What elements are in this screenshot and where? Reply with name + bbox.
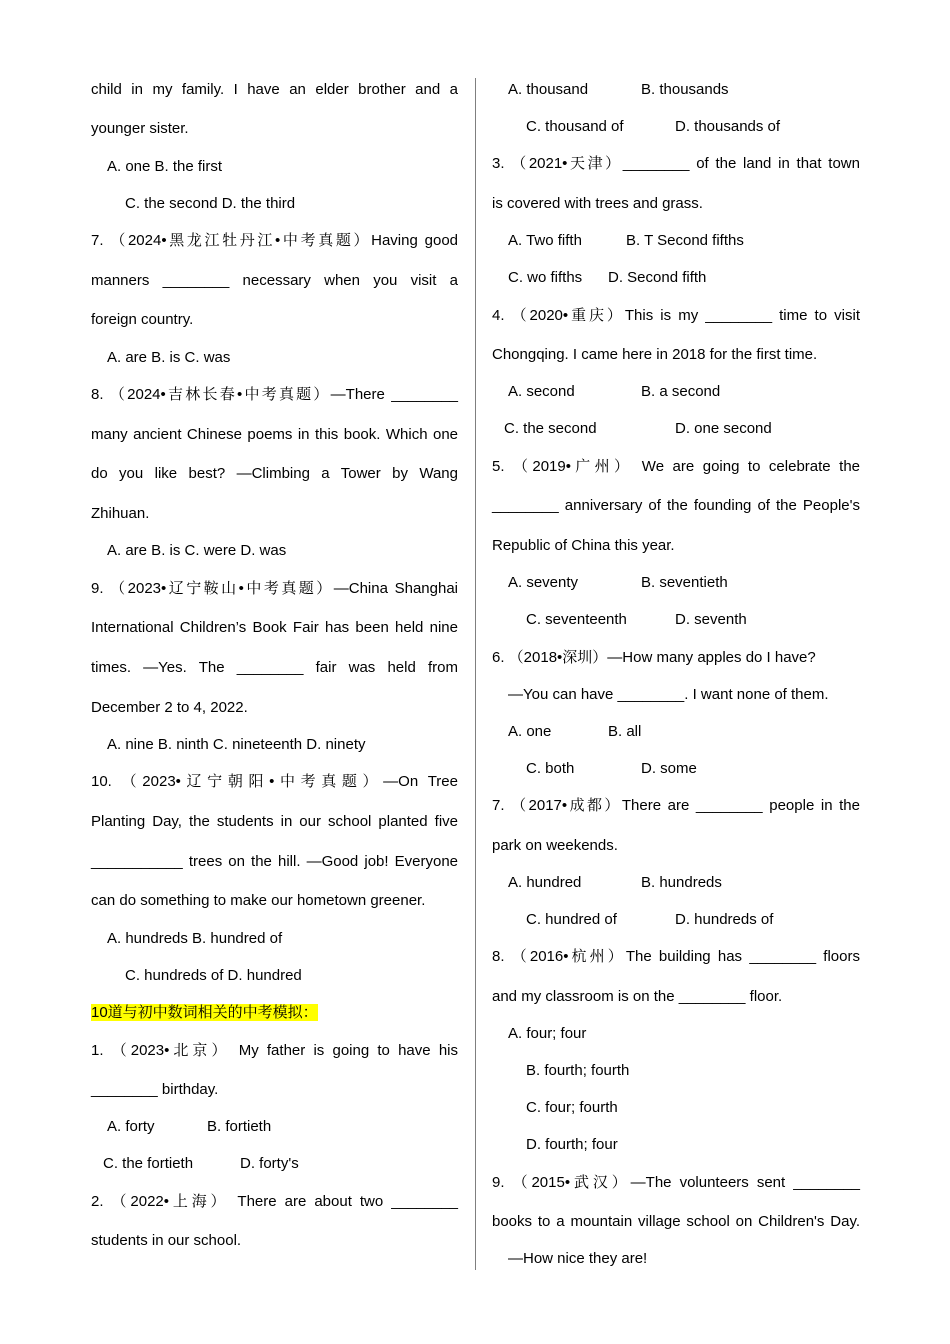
text-line — [508, 268, 706, 288]
line-text: 9. （2023•辽宁鞍山•中考真题）—China Shanghai — [91, 580, 458, 597]
text-line — [91, 1231, 241, 1251]
line-text: C. both — [526, 760, 575, 777]
text-line — [526, 759, 697, 779]
text-line — [125, 194, 295, 214]
line-text: books to a mountain village school on Children's Day. — [492, 1213, 860, 1230]
text-line — [91, 852, 458, 872]
text-line — [492, 987, 782, 1007]
line-text: A. nine B. ninth C. nineteenth D. ninety — [107, 736, 366, 753]
text-line — [91, 80, 458, 100]
text-line — [107, 348, 230, 368]
text-line — [91, 385, 458, 405]
line-text: A. are B. is C. was — [107, 349, 231, 366]
text-line — [91, 504, 149, 524]
option-text: B. hundreds — [641, 874, 722, 891]
line-text: 7. （2017•成都）There are ________ people in the — [492, 797, 860, 814]
text-line — [492, 1173, 860, 1193]
text-line — [492, 306, 860, 326]
text-line — [91, 1192, 458, 1212]
text-line — [526, 610, 747, 630]
line-text: C. hundreds of D. hundred — [125, 967, 302, 984]
line-text: D. fourth; four — [526, 1136, 618, 1153]
text-line — [103, 1154, 299, 1174]
text-line — [526, 1135, 618, 1155]
line-text: 5. （2019•广州） We are going to celebrate the — [492, 458, 860, 475]
text-line — [504, 419, 772, 439]
line-text: C. thousand of — [526, 118, 624, 135]
option-text: D. one second — [675, 420, 772, 437]
text-line — [91, 772, 458, 792]
line-text: Planting Day, the students in our school planted five — [91, 813, 458, 830]
line-text: is covered with trees and grass. — [492, 195, 703, 212]
line-text: 8. （2024•吉林长春•中考真题）—There ________ — [91, 386, 458, 403]
line-text: A. hundreds B. hundred of — [107, 930, 283, 947]
line-text: A. four; four — [508, 1025, 587, 1042]
line-text: C. wo fifths — [508, 269, 583, 286]
text-line — [492, 947, 860, 967]
option-text: D. seventh — [675, 611, 747, 628]
option-text: D. hundreds of — [675, 911, 774, 928]
line-text: A. are B. is C. were D. was — [107, 542, 287, 559]
text-line — [91, 1041, 458, 1061]
text-line — [91, 658, 458, 678]
line-text: —You can have ________. I want none of them. — [508, 686, 829, 703]
text-line — [508, 1249, 647, 1269]
line-text: A. thousand — [508, 81, 589, 98]
text-line — [91, 618, 458, 638]
text-line — [125, 966, 302, 986]
text-line — [91, 271, 458, 291]
text-line — [107, 929, 282, 949]
line-text: A. hundred — [508, 874, 582, 891]
text-line — [107, 735, 366, 755]
line-text: students in our school. — [91, 1232, 242, 1249]
line-text: 9. （2015•武汉）—The volunteers sent ________ — [492, 1174, 860, 1191]
line-text: C. four; fourth — [526, 1099, 618, 1116]
text-line — [526, 910, 773, 930]
text-line — [107, 157, 222, 177]
line-text: foreign country. — [91, 311, 194, 328]
line-text: do you like best? —Climbing a Tower by Wang — [91, 465, 458, 482]
option-text: D. forty's — [240, 1155, 299, 1172]
line-text: younger sister. — [91, 120, 189, 137]
text-line — [526, 117, 780, 137]
line-text: A. second — [508, 383, 575, 400]
line-text: 4. （2020•重庆）This is my ________ time to visit — [492, 307, 860, 324]
line-text: Chongqing. I came here in 2018 for the first time. — [492, 346, 818, 363]
text-line — [492, 1212, 860, 1232]
line-text: Republic of China this year. — [492, 537, 675, 554]
line-text: A. seventy — [508, 574, 579, 591]
line-text: C. seventeenth — [526, 611, 627, 628]
text-line — [508, 382, 720, 402]
text-line — [508, 873, 722, 893]
text-line — [508, 80, 729, 100]
text-line — [91, 812, 458, 832]
line-text: and my classroom is on the ________ floor. — [492, 988, 783, 1005]
column-divider — [475, 78, 476, 1270]
option-text: D. some — [641, 760, 697, 777]
line-text: C. the second D. the third — [125, 195, 296, 212]
line-text: child in my family. I have an elder brother and a — [91, 81, 458, 98]
line-text: 7. （2024•黑龙江牡丹江•中考真题）Having good — [91, 232, 458, 249]
text-line — [508, 573, 728, 593]
text-line — [91, 310, 193, 330]
line-text: can do something to make our hometown greener. — [91, 892, 426, 909]
line-text: times. —Yes. The ________ fair was held from — [91, 659, 458, 676]
line-text: manners ________ necessary when you visit a — [91, 272, 458, 289]
text-line — [91, 425, 458, 445]
line-text: 6. （2018•深圳）—How many apples do I have? — [492, 649, 816, 666]
line-text: C. hundred of — [526, 911, 617, 928]
text-line — [508, 685, 829, 705]
text-line — [107, 541, 286, 561]
line-text: —How nice they are! — [508, 1250, 648, 1267]
option-text: B. thousands — [641, 81, 729, 98]
text-line — [91, 119, 189, 139]
line-text: 2. （2022•上海） There are about two ________ — [91, 1193, 458, 1210]
line-text: Zhihuan. — [91, 505, 150, 522]
line-text: ___________ trees on the hill. —Good job! Everyone — [91, 853, 458, 870]
text-line — [492, 496, 860, 516]
option-text: B. all — [608, 723, 642, 740]
option-text: D. thousands of — [675, 118, 781, 135]
option-text: D. Second fifth — [608, 269, 707, 286]
line-text: 10. （2023•辽宁朝阳•中考真题）—On Tree — [91, 773, 458, 790]
text-line — [492, 194, 703, 214]
line-text: ________ birthday. — [91, 1081, 219, 1098]
line-text: ________ anniversary of the founding of the People's — [492, 497, 860, 514]
option-text: B. fortieth — [207, 1118, 272, 1135]
line-text: International Children’s Book Fair has been held nine — [91, 619, 458, 636]
line-text: December 2 to 4, 2022. — [91, 699, 248, 716]
text-line — [492, 536, 675, 556]
line-text: C. the fortieth — [103, 1155, 194, 1172]
text-line — [526, 1061, 629, 1081]
text-line — [91, 1080, 218, 1100]
line-text: B. fourth; fourth — [526, 1062, 630, 1079]
line-text: many ancient Chinese poems in this book. Which one — [91, 426, 458, 443]
line-text: A. forty — [107, 1118, 155, 1135]
text-line — [492, 345, 817, 365]
text-line — [492, 648, 816, 668]
line-text: 10道与初中数词相关的中考模拟： — [91, 1004, 318, 1021]
line-text: A. one — [508, 723, 552, 740]
line-text: 8. （2016•杭州）The building has ________ floors — [492, 948, 860, 965]
text-line — [107, 1117, 271, 1137]
line-text: A. one B. the first — [107, 158, 223, 175]
line-text: 1. （2023•北京） My father is going to have his — [91, 1042, 458, 1059]
text-line — [91, 579, 458, 599]
text-line — [91, 891, 425, 911]
text-line — [492, 796, 860, 816]
option-text: B. T Second fifths — [626, 232, 744, 249]
line-text: 3. （2021•天津）________ of the land in that town — [492, 155, 860, 172]
option-text: B. seventieth — [641, 574, 728, 591]
text-line — [91, 464, 458, 484]
text-line — [492, 457, 860, 477]
text-line — [526, 1098, 618, 1118]
text-line — [492, 836, 618, 856]
text-line — [508, 722, 641, 742]
option-text: B. a second — [641, 383, 721, 400]
text-line — [91, 698, 248, 718]
line-text: park on weekends. — [492, 837, 618, 854]
line-text: A. Two fifth — [508, 232, 582, 249]
line-text: C. the second — [504, 420, 597, 437]
text-line — [91, 231, 458, 251]
text-line — [91, 1003, 318, 1023]
text-line — [508, 1024, 586, 1044]
text-line — [492, 154, 860, 174]
text-line — [508, 231, 744, 251]
